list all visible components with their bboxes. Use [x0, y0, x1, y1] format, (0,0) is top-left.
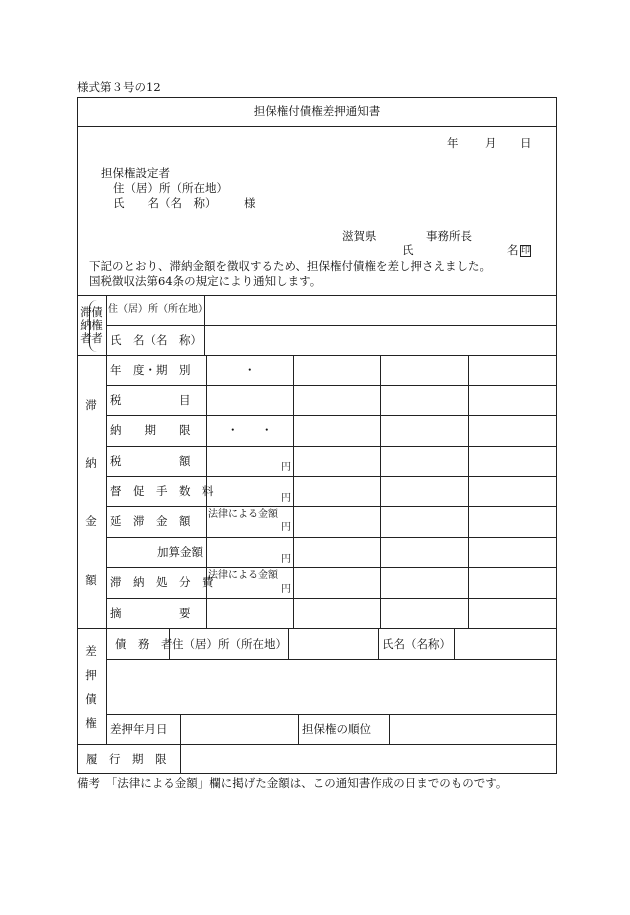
divider	[106, 385, 557, 386]
arrears-group-char: 金	[85, 514, 97, 528]
divider	[169, 628, 170, 659]
issuer-office-head: 事務所長	[426, 229, 472, 243]
yen-unit: 円	[281, 462, 291, 473]
row-label-year-period: 年 度・期 別	[110, 363, 191, 377]
addressee-address-label: 住（居）所（所在地）	[113, 181, 228, 195]
divider	[378, 628, 379, 659]
addressee-honorific: 様	[244, 196, 256, 210]
legal-amount-label: 法律による金額	[208, 570, 278, 581]
divider	[106, 325, 557, 326]
row-label-due-date: 納 期 限	[110, 423, 191, 437]
seized-group-char: 押	[85, 668, 97, 682]
debtor-group-char: 滞	[80, 305, 92, 319]
divider	[468, 355, 469, 628]
divider	[180, 714, 181, 744]
divider	[77, 744, 557, 745]
divider	[106, 537, 557, 538]
divider	[454, 628, 455, 659]
form-title: 担保権付債権差押通知書	[253, 104, 381, 118]
debtor-group-char: 納	[80, 318, 92, 332]
arrears-group-char: 滞	[85, 398, 97, 412]
divider	[77, 355, 557, 356]
row-label-fee: 督 促 手 数 料	[110, 484, 214, 498]
divider	[77, 126, 557, 127]
divider	[106, 295, 107, 628]
obligor-name-label: 氏名（名称）	[382, 637, 451, 651]
debtor-paren-char: 者	[91, 331, 103, 345]
yen-unit: 円	[281, 522, 291, 533]
seized-group-char: 権	[85, 716, 97, 730]
divider	[298, 714, 299, 744]
seized-group-char: 差	[85, 644, 97, 658]
issuer-prefecture: 滋賀県	[342, 229, 377, 243]
priority-label: 担保権の順位	[302, 722, 371, 736]
row-label-late-charge: 延 滞 金 額	[110, 514, 191, 528]
date-month-label: 月	[485, 136, 497, 150]
yen-unit: 円	[281, 493, 291, 504]
row-label-surcharge: 加算金額	[157, 545, 203, 559]
obligor-address-label: 住（居）所（所在地）	[172, 637, 287, 651]
divider	[106, 415, 557, 416]
performance-due-label: 履 行 期 限	[86, 752, 167, 766]
debtor-group-char: 者	[80, 331, 92, 345]
arrears-group-char: 額	[85, 573, 97, 587]
divider	[106, 567, 557, 568]
seal-mark: 印	[521, 246, 531, 256]
divider	[77, 628, 557, 629]
yen-unit: 円	[281, 554, 291, 565]
divider	[389, 714, 390, 744]
issuer-name-prefix: 氏	[402, 243, 414, 257]
addressee-heading: 担保権設定者	[101, 166, 170, 180]
divider	[106, 476, 557, 477]
debtor-address-label: 住（居）所（所在地）	[108, 304, 208, 315]
debtor-paren-char: 権	[91, 318, 103, 332]
arrears-group-char: 納	[85, 456, 97, 470]
debtor-name-label: 氏 名（名 称）	[110, 333, 202, 347]
row-label-summary: 摘 要	[110, 606, 191, 620]
divider	[106, 628, 107, 744]
date-year-label: 年	[447, 136, 459, 150]
divider	[106, 506, 557, 507]
divider	[106, 598, 557, 599]
addressee-name-label: 氏 名（名 称）	[113, 196, 217, 210]
due-date-separator: ・	[227, 423, 239, 437]
body-text-line-2: 国税徴収法第64条の規定により通知します。	[89, 274, 322, 288]
seized-group-char: 債	[85, 692, 97, 706]
body-text-line-1: 下記のとおり、滞納金額を徴収するため、担保権付債権を差し押さえました。	[89, 259, 492, 273]
divider	[293, 355, 294, 628]
debtor-paren-char: 債	[91, 305, 103, 319]
divider	[106, 659, 557, 660]
year-period-separator: ・	[244, 363, 256, 377]
note: 備考 「法律による金額」欄に掲げた金額は、この通知書作成の日までのものです。	[77, 776, 508, 790]
divider	[380, 355, 381, 628]
obligor-label: 債 務 者	[115, 637, 173, 651]
divider	[106, 446, 557, 447]
divider	[180, 744, 181, 774]
form-number: 様式第３号の12	[77, 80, 161, 94]
row-label-tax-item: 税 目	[110, 393, 191, 407]
yen-unit: 円	[281, 584, 291, 595]
divider	[77, 295, 557, 296]
divider	[288, 628, 289, 659]
row-label-disposition-cost: 滞 納 処 分 費	[110, 575, 214, 589]
date-day-label: 日	[520, 136, 532, 150]
row-label-tax-amount: 税 額	[110, 454, 191, 468]
issuer-name-suffix: 名	[507, 243, 519, 257]
legal-amount-label: 法律による金額	[208, 509, 278, 520]
due-date-separator: ・	[261, 423, 273, 437]
divider	[106, 714, 557, 715]
seizure-date-label: 差押年月日	[110, 722, 168, 736]
